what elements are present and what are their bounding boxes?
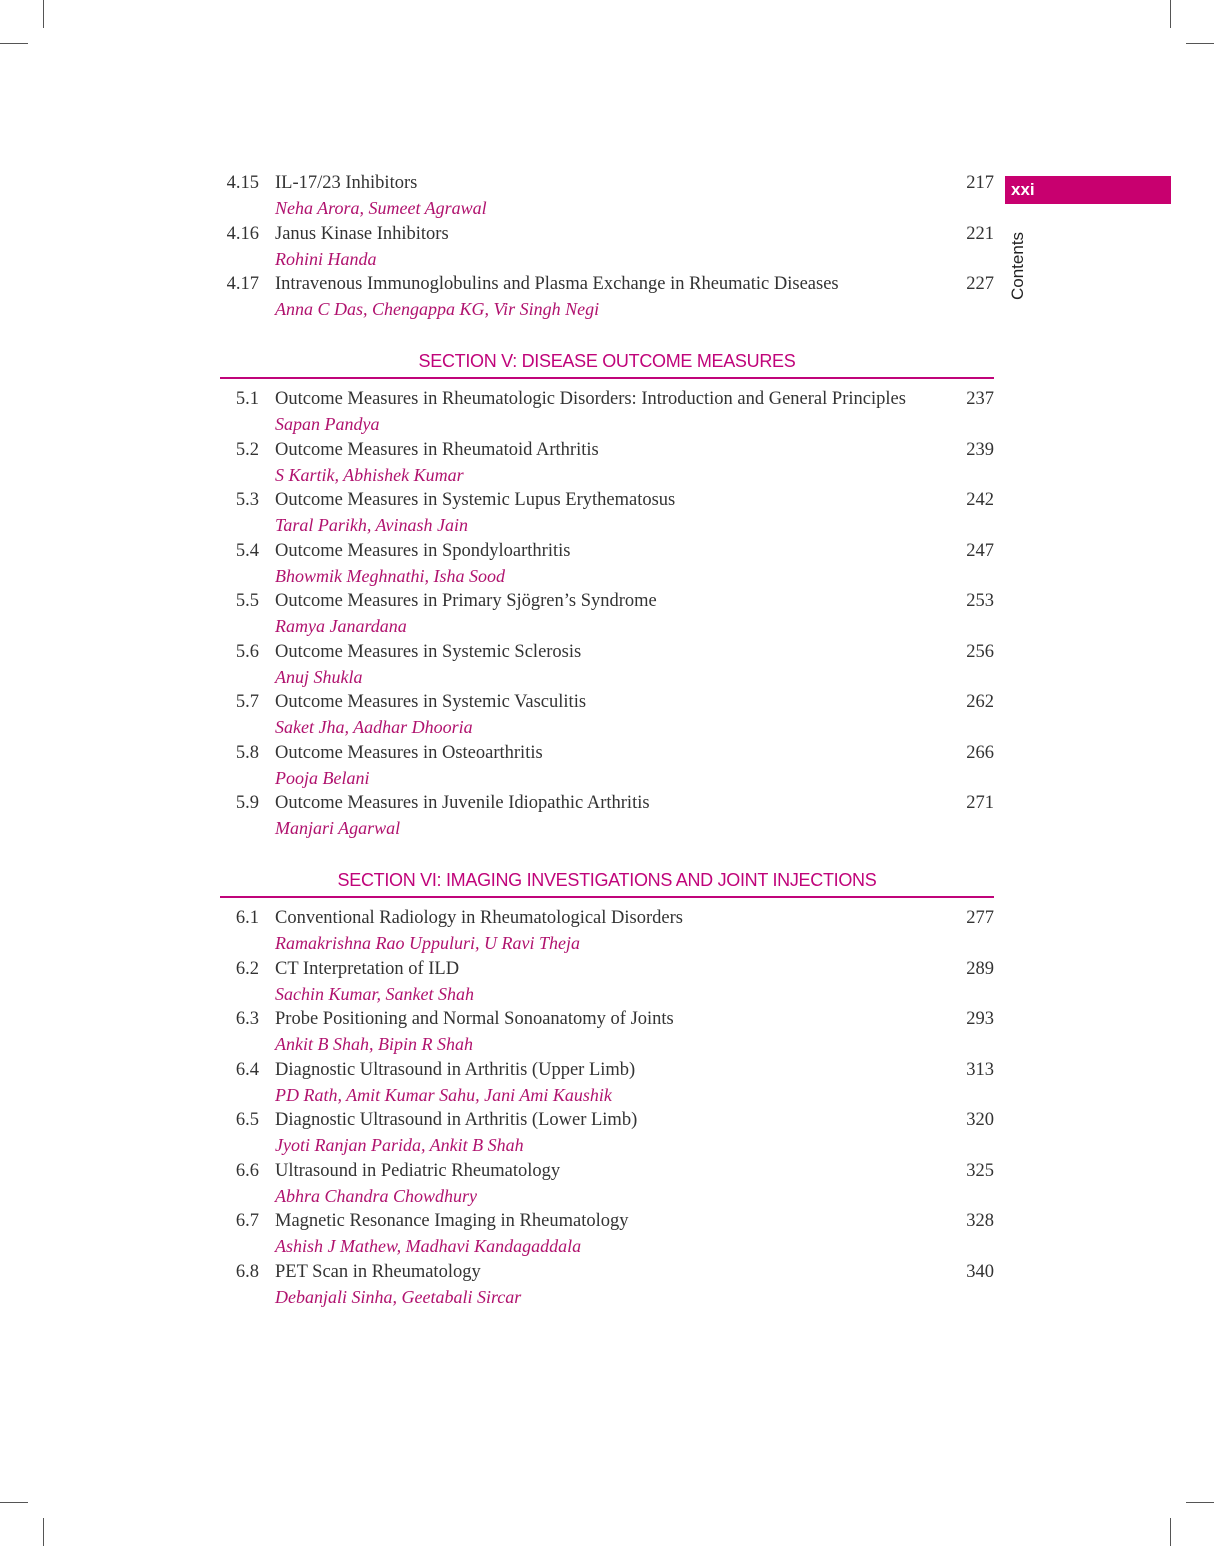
chapter-title: PET Scan in Rheumatology [275, 1261, 481, 1282]
chapter-authors: Sachin Kumar, Sanket Shah [275, 983, 474, 1004]
chapter-number: 6.6 [235, 1160, 259, 1181]
page-number: 239 [966, 439, 994, 460]
chapter-title: Diagnostic Ultrasound in Arthritis (Upper Limb) [275, 1059, 636, 1080]
page-number: 313 [966, 1059, 994, 1080]
toc-entry[interactable] [220, 742, 994, 793]
page-number: 237 [966, 389, 994, 409]
chapter-authors: PD Rath, Amit Kumar Sahu, Jani Ami Kaushik [275, 1084, 612, 1105]
page-number: 256 [966, 641, 994, 662]
page-number: 293 [966, 1009, 994, 1029]
chapter-number: 5.6 [235, 641, 259, 662]
chapter-authors: Saket Jha, Aadhar Dhooria [275, 717, 473, 737]
toc-entry[interactable] [220, 540, 994, 591]
page-number: 253 [966, 591, 994, 611]
chapter-authors: Jyoti Ranjan Parida, Ankit B Shah [275, 1135, 524, 1155]
toc-entry[interactable] [220, 1059, 994, 1110]
chapter-title: Outcome Measures in Rheumatoid Arthritis [275, 439, 599, 460]
toc-entry[interactable] [220, 691, 994, 742]
page-number: 262 [966, 692, 994, 712]
page-number: 266 [966, 742, 994, 763]
chapter-number: 6.7 [235, 1211, 259, 1231]
chapter-number: 6.2 [235, 958, 259, 979]
chapter-number: 5.7 [235, 692, 259, 712]
toc-entry[interactable] [220, 223, 994, 274]
crop-mark [0, 43, 28, 44]
chapter-number: 6.3 [235, 1009, 259, 1029]
chapter-title: Ultrasound in Pediatric Rheumatology [275, 1160, 561, 1181]
page-number: 227 [966, 274, 994, 294]
toc-entry[interactable] [220, 907, 994, 958]
toc-entry[interactable] [220, 958, 994, 1009]
chapter-authors: Ramakrishna Rao Uppuluri, U Ravi Theja [275, 933, 580, 953]
chapter-title: Outcome Measures in Juvenile Idiopathic Arthritis [275, 793, 650, 813]
crop-mark [43, 0, 44, 28]
crop-mark [1186, 43, 1214, 44]
chapter-number: 5.8 [235, 742, 259, 763]
crop-mark [1170, 1518, 1171, 1546]
chapter-number: 6.8 [235, 1261, 259, 1282]
chapter-title: Outcome Measures in Osteoarthritis [275, 742, 543, 763]
section-heading: SECTION V: DISEASE OUTCOME MEASURES [418, 351, 796, 371]
chapter-number: 5.5 [235, 591, 259, 611]
chapter-authors: Debanjali Sinha, Geetabali Sircar [275, 1286, 522, 1307]
toc-group-section-v [220, 388, 994, 843]
crop-mark [1186, 1502, 1214, 1503]
chapter-number: 5.3 [235, 490, 259, 510]
toc-entry[interactable] [220, 489, 994, 540]
chapter-title: Outcome Measures in Primary Sjögren’s Syndrome [275, 591, 657, 611]
toc-entry[interactable] [220, 590, 994, 641]
chapter-authors: S Kartik, Abhishek Kumar [275, 464, 464, 485]
chapter-number: 5.4 [235, 540, 259, 561]
chapter-title: CT Interpretation of ILD [275, 958, 460, 979]
page-number: 289 [966, 958, 994, 979]
toc-group-section-vi [220, 907, 994, 1311]
page-number-tab: xxi [1005, 176, 1171, 204]
chapter-number: 5.1 [235, 389, 259, 409]
page-number: 221 [966, 223, 994, 244]
chapter-authors: Sapan Pandya [275, 414, 380, 434]
page-number: 340 [966, 1261, 994, 1282]
chapter-title: Outcome Measures in Systemic Sclerosis [275, 641, 582, 662]
chapter-number: 5.9 [235, 793, 259, 813]
toc-entry[interactable] [220, 1008, 994, 1059]
chapter-title: Outcome Measures in Systemic Lupus Erythematosus [275, 490, 676, 510]
toc-entry[interactable] [220, 388, 994, 439]
chapter-authors: Ashish J Mathew, Madhavi Kandagaddala [275, 1236, 582, 1256]
chapter-title: Diagnostic Ultrasound in Arthritis (Lower Limb) [275, 1110, 638, 1130]
crop-mark [0, 1502, 28, 1503]
page-number: 247 [966, 540, 994, 561]
chapter-number: 4.17 [226, 274, 259, 294]
toc-entry[interactable] [220, 273, 994, 324]
chapter-number: 4.15 [226, 173, 259, 193]
toc-entry[interactable] [220, 1210, 994, 1261]
chapter-number: 6.4 [235, 1059, 259, 1080]
chapter-title: Janus Kinase Inhibitors [275, 223, 449, 244]
page-number: 271 [966, 793, 994, 813]
chapter-title: Probe Positioning and Normal Sonoanatomy of Joints [275, 1009, 674, 1029]
page-number: 242 [966, 490, 994, 510]
page-number: 277 [966, 908, 994, 928]
chapter-title: Intravenous Immunoglobulins and Plasma Exchange in Rheumatic Diseases [275, 274, 839, 294]
toc-entry[interactable] [220, 641, 994, 692]
chapter-title: Outcome Measures in Spondyloarthritis [275, 540, 571, 561]
chapter-number: 6.5 [235, 1110, 259, 1130]
chapter-authors: Neha Arora, Sumeet Agrawal [275, 198, 487, 218]
section-heading: SECTION VI: IMAGING INVESTIGATIONS AND JOINT INJECTIONS [337, 870, 877, 890]
running-header: Contents [1008, 231, 1027, 300]
section-rule [220, 896, 994, 898]
chapter-authors: Abhra Chandra Chowdhury [275, 1185, 478, 1206]
chapter-number: 5.2 [235, 439, 259, 460]
chapter-authors: Rohini Handa [275, 248, 377, 269]
chapter-authors: Anuj Shukla [275, 666, 363, 687]
toc-entry[interactable] [220, 439, 994, 490]
toc-entry[interactable] [220, 1261, 994, 1312]
page-number: 325 [966, 1160, 994, 1181]
chapter-authors: Bhowmik Meghnathi, Isha Sood [275, 565, 505, 586]
chapter-authors: Pooja Belani [275, 767, 370, 788]
toc-entry[interactable] [220, 792, 994, 843]
chapter-authors: Ankit B Shah, Bipin R Shah [275, 1034, 473, 1054]
chapter-authors: Ramya Janardana [275, 616, 407, 636]
chapter-authors: Anna C Das, Chengappa KG, Vir Singh Negi [275, 299, 600, 319]
page-number: 217 [966, 173, 994, 193]
chapter-title: Outcome Measures in Rheumatologic Disorders: Introduction and General Principles [275, 389, 906, 409]
chapter-title: Magnetic Resonance Imaging in Rheumatology [275, 1211, 629, 1231]
page-number: 320 [966, 1110, 994, 1130]
chapter-authors: Manjari Agarwal [275, 818, 401, 838]
chapter-number: 6.1 [235, 908, 259, 928]
toc-entry[interactable] [220, 1160, 994, 1211]
toc-group-section-iv [220, 172, 994, 324]
chapter-title: Outcome Measures in Systemic Vasculitis [275, 692, 587, 712]
chapter-number: 4.16 [226, 223, 259, 244]
toc-entry[interactable] [220, 172, 994, 223]
crop-mark [43, 1518, 44, 1546]
chapter-title: IL-17/23 Inhibitors [275, 173, 418, 193]
page-number: 328 [966, 1211, 994, 1231]
toc-entry[interactable] [220, 1109, 994, 1160]
chapter-authors: Taral Parikh, Avinash Jain [275, 515, 469, 535]
section-rule [220, 377, 994, 379]
chapter-title: Conventional Radiology in Rheumatological Disorders [275, 908, 683, 928]
crop-mark [1170, 0, 1171, 28]
